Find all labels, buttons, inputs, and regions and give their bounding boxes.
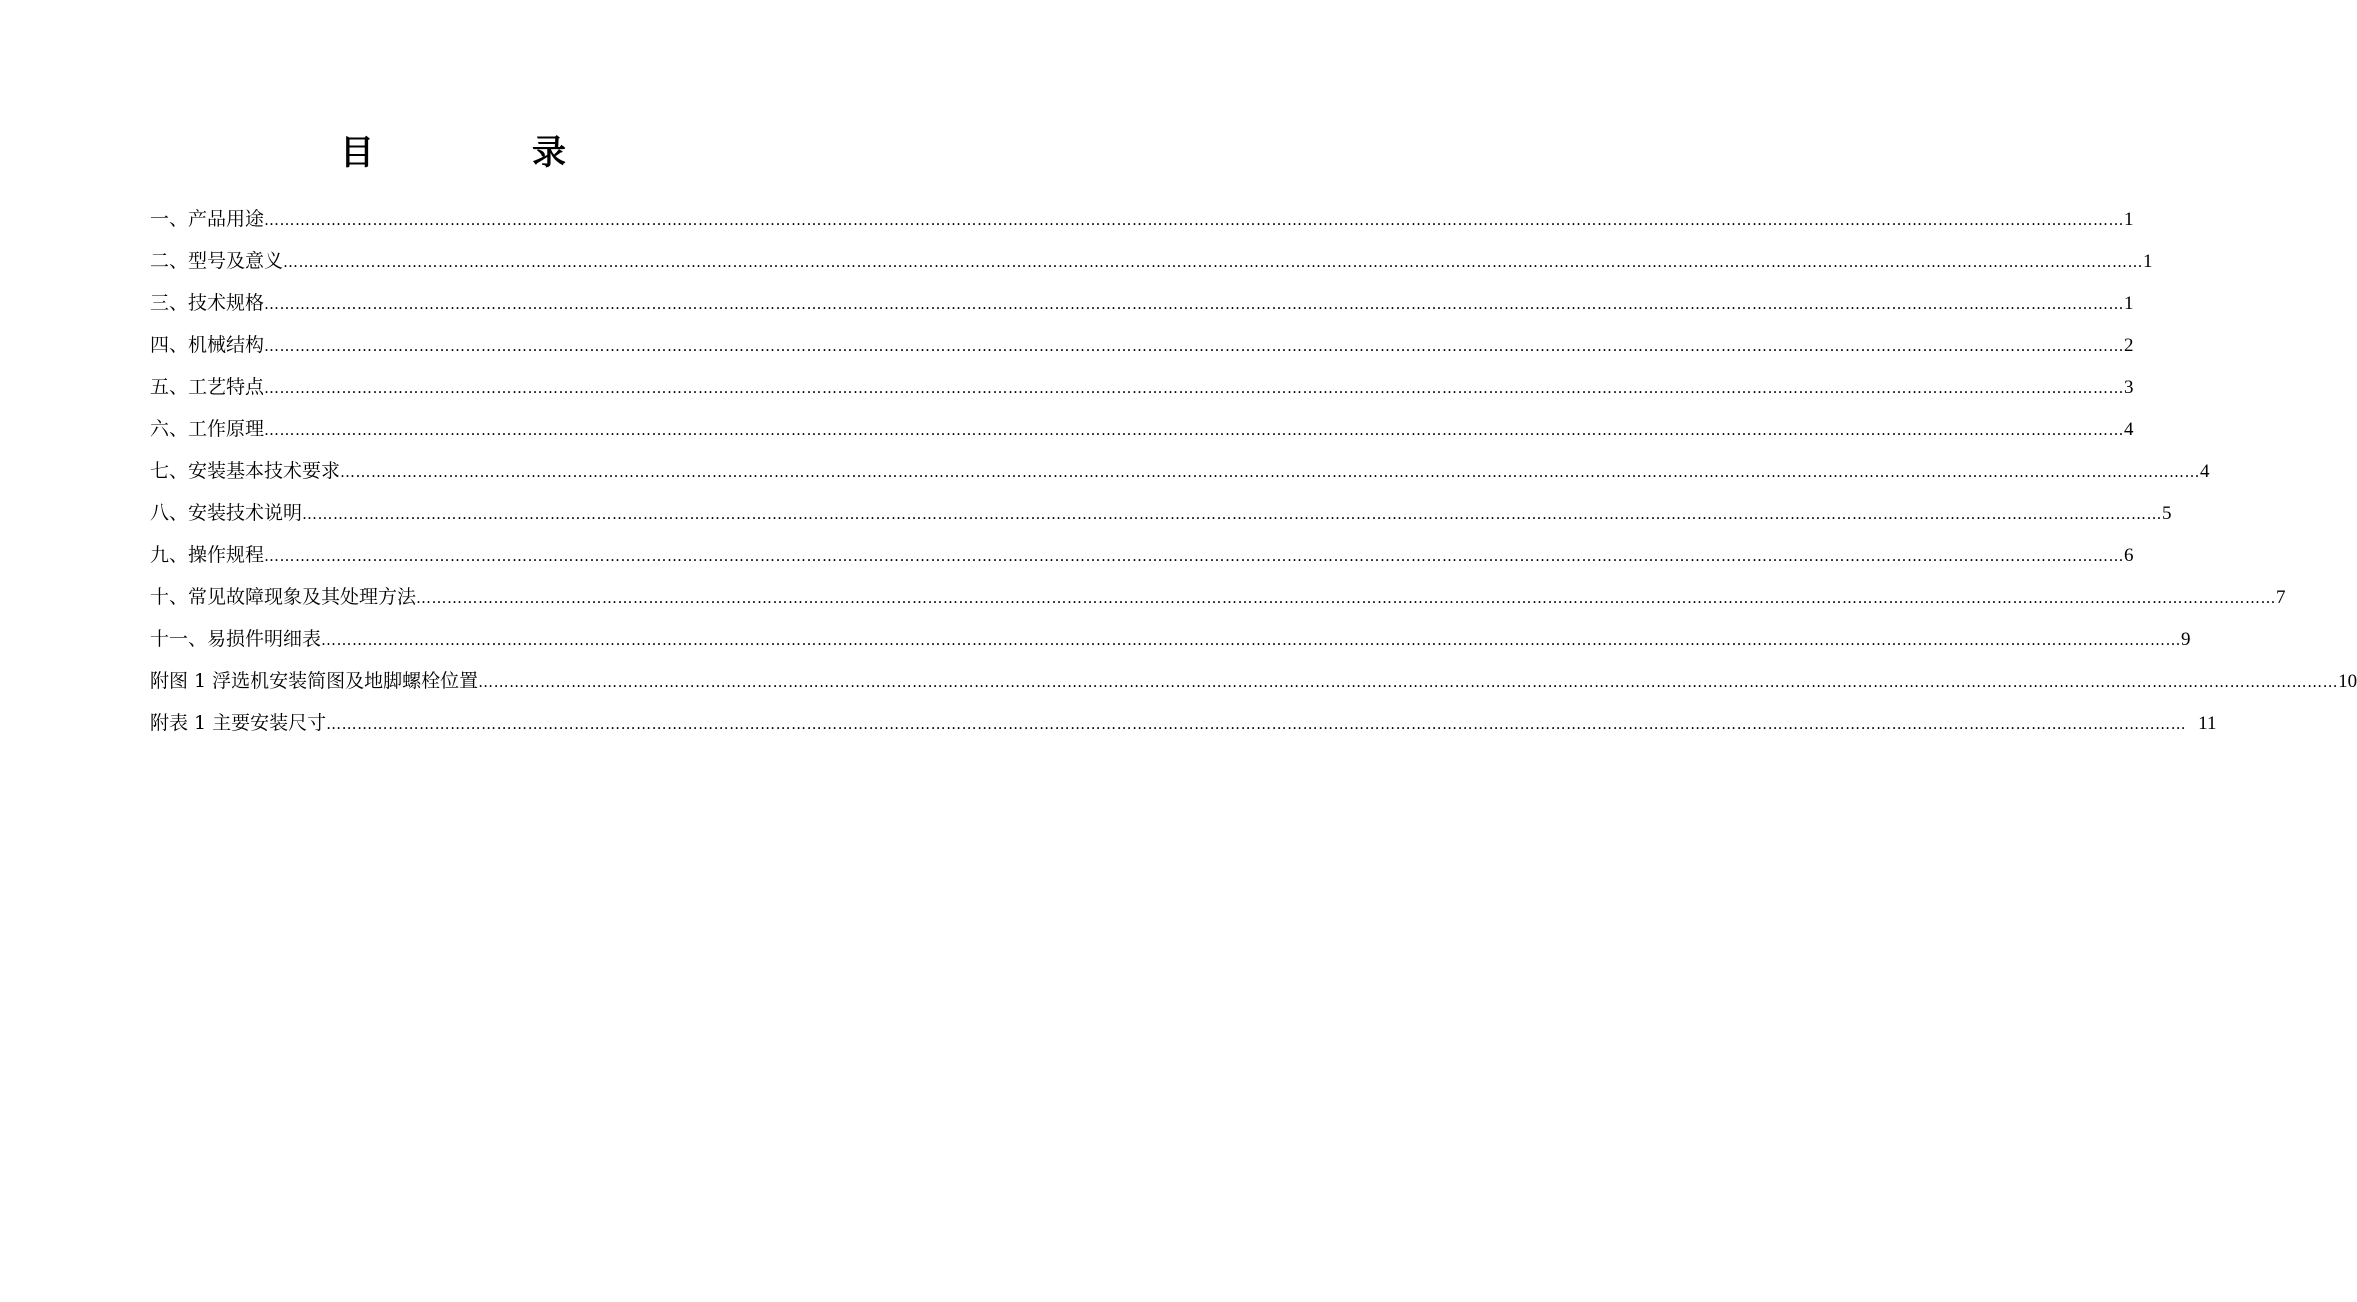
toc-entry-label: 五、工艺特点 xyxy=(150,376,265,398)
toc-dot-leader: ……………………………………………………………………………………………………………………………………………………………………………………………………………………………………………………………………………………………………………………………… xyxy=(283,253,2144,271)
toc-dot-leader: ……………………………………………………………………………………………………………………………………………………………………………………………………………………………………………………………………………………………………………………………… xyxy=(264,295,2125,313)
toc-dot-leader: ……………………………………………………………………………………………………………………………………………………………………………………………………………………………………………………………………………………………………………………………… xyxy=(264,379,2125,397)
toc-entry-label: 二、型号及意义 xyxy=(150,250,284,272)
table-of-contents xyxy=(150,198,2357,744)
toc-entry-label: 六、工作原理 xyxy=(150,418,265,440)
toc-dot-leader: ……………………………………………………………………………………………………………………………………………………………………………………………………………………………………………………………………………………………………………………………… xyxy=(326,715,2187,733)
toc-entry-page: 5 xyxy=(2162,503,2172,524)
toc-dot-leader: ……………………………………………………………………………………………………………………………………………………………………………………………………………………………………………………………………………………………………………………………… xyxy=(321,631,2182,649)
toc-entry-label: 七、安装基本技术要求 xyxy=(150,460,341,482)
toc-entry xyxy=(150,282,2134,324)
toc-dot-leader: ……………………………………………………………………………………………………………………………………………………………………………………………………………………………………………………………………………………………………………………………… xyxy=(264,547,2125,565)
toc-entry-label: 十、常见故障现象及其处理方法 xyxy=(150,586,417,608)
toc-entry-page: 2 xyxy=(2124,335,2134,356)
toc-entry xyxy=(150,534,2134,576)
toc-dot-leader: ……………………………………………………………………………………………………………………………………………………………………………………………………………………………………………………………………………………………………………………………… xyxy=(264,211,2125,229)
toc-entry-page: 4 xyxy=(2200,461,2210,482)
toc-dot-leader: ……………………………………………………………………………………………………………………………………………………………………………………………………………………………………………………………………………………………………………………………… xyxy=(416,589,2277,607)
toc-entry-page: 1 xyxy=(2143,251,2153,272)
toc-entry xyxy=(150,492,2172,534)
toc-dot-leader: ……………………………………………………………………………………………………………………………………………………………………………………………………………………………………………………………………………………………………………………………… xyxy=(340,463,2201,481)
toc-entry-page: 4 xyxy=(2124,419,2134,440)
toc-entry-page: 10 xyxy=(2338,671,2357,692)
toc-entry-page: 11 xyxy=(2198,713,2217,734)
toc-entry-page: 3 xyxy=(2124,377,2134,398)
toc-entry xyxy=(150,450,2210,492)
toc-entry-label: 十一、易损件明细表 xyxy=(150,628,322,650)
toc-entry-page: 7 xyxy=(2276,587,2286,608)
toc-entry-page: 9 xyxy=(2181,629,2191,650)
toc-entry xyxy=(150,702,2217,744)
toc-entry-label: 八、安装技术说明 xyxy=(150,502,303,524)
toc-entry-label: 四、机械结构 xyxy=(150,334,265,356)
toc-entry xyxy=(150,324,2134,366)
toc-entry-page: 1 xyxy=(2124,209,2134,230)
toc-entry-label: 一、产品用途 xyxy=(150,208,265,230)
toc-entry-page: 1 xyxy=(2124,293,2134,314)
toc-entry xyxy=(150,198,2134,240)
toc-entry xyxy=(150,366,2134,408)
toc-entry-label: 附图 1 浮选机安装简图及地脚螺栓位置 xyxy=(150,670,479,692)
toc-entry xyxy=(150,408,2134,450)
toc-dot-leader: ……………………………………………………………………………………………………………………………………………………………………………………………………………………………………………………………………………………………………………………………… xyxy=(264,337,2125,355)
toc-entry xyxy=(150,660,2357,702)
toc-dot-leader: ……………………………………………………………………………………………………………………………………………………………………………………………………………………………………………………………………………………………………………………………… xyxy=(264,421,2125,439)
toc-entry xyxy=(150,618,2191,660)
toc-entry xyxy=(150,240,2153,282)
toc-entry-page: 6 xyxy=(2124,545,2134,566)
toc-entry-label: 九、操作规程 xyxy=(150,544,265,566)
toc-dot-leader: ……………………………………………………………………………………………………………………………………………………………………………………………………………………………………………………………………………………………………………………………… xyxy=(302,505,2163,523)
page-title: 目 录 xyxy=(340,133,628,173)
toc-entry-label: 三、技术规格 xyxy=(150,292,265,314)
toc-entry-label: 附表 1 主要安装尺寸 xyxy=(150,712,327,734)
toc-dot-leader: ……………………………………………………………………………………………………………………………………………………………………………………………………………………………………………………………………………………………………………………………… xyxy=(478,673,2339,691)
toc-entry xyxy=(150,576,2286,618)
